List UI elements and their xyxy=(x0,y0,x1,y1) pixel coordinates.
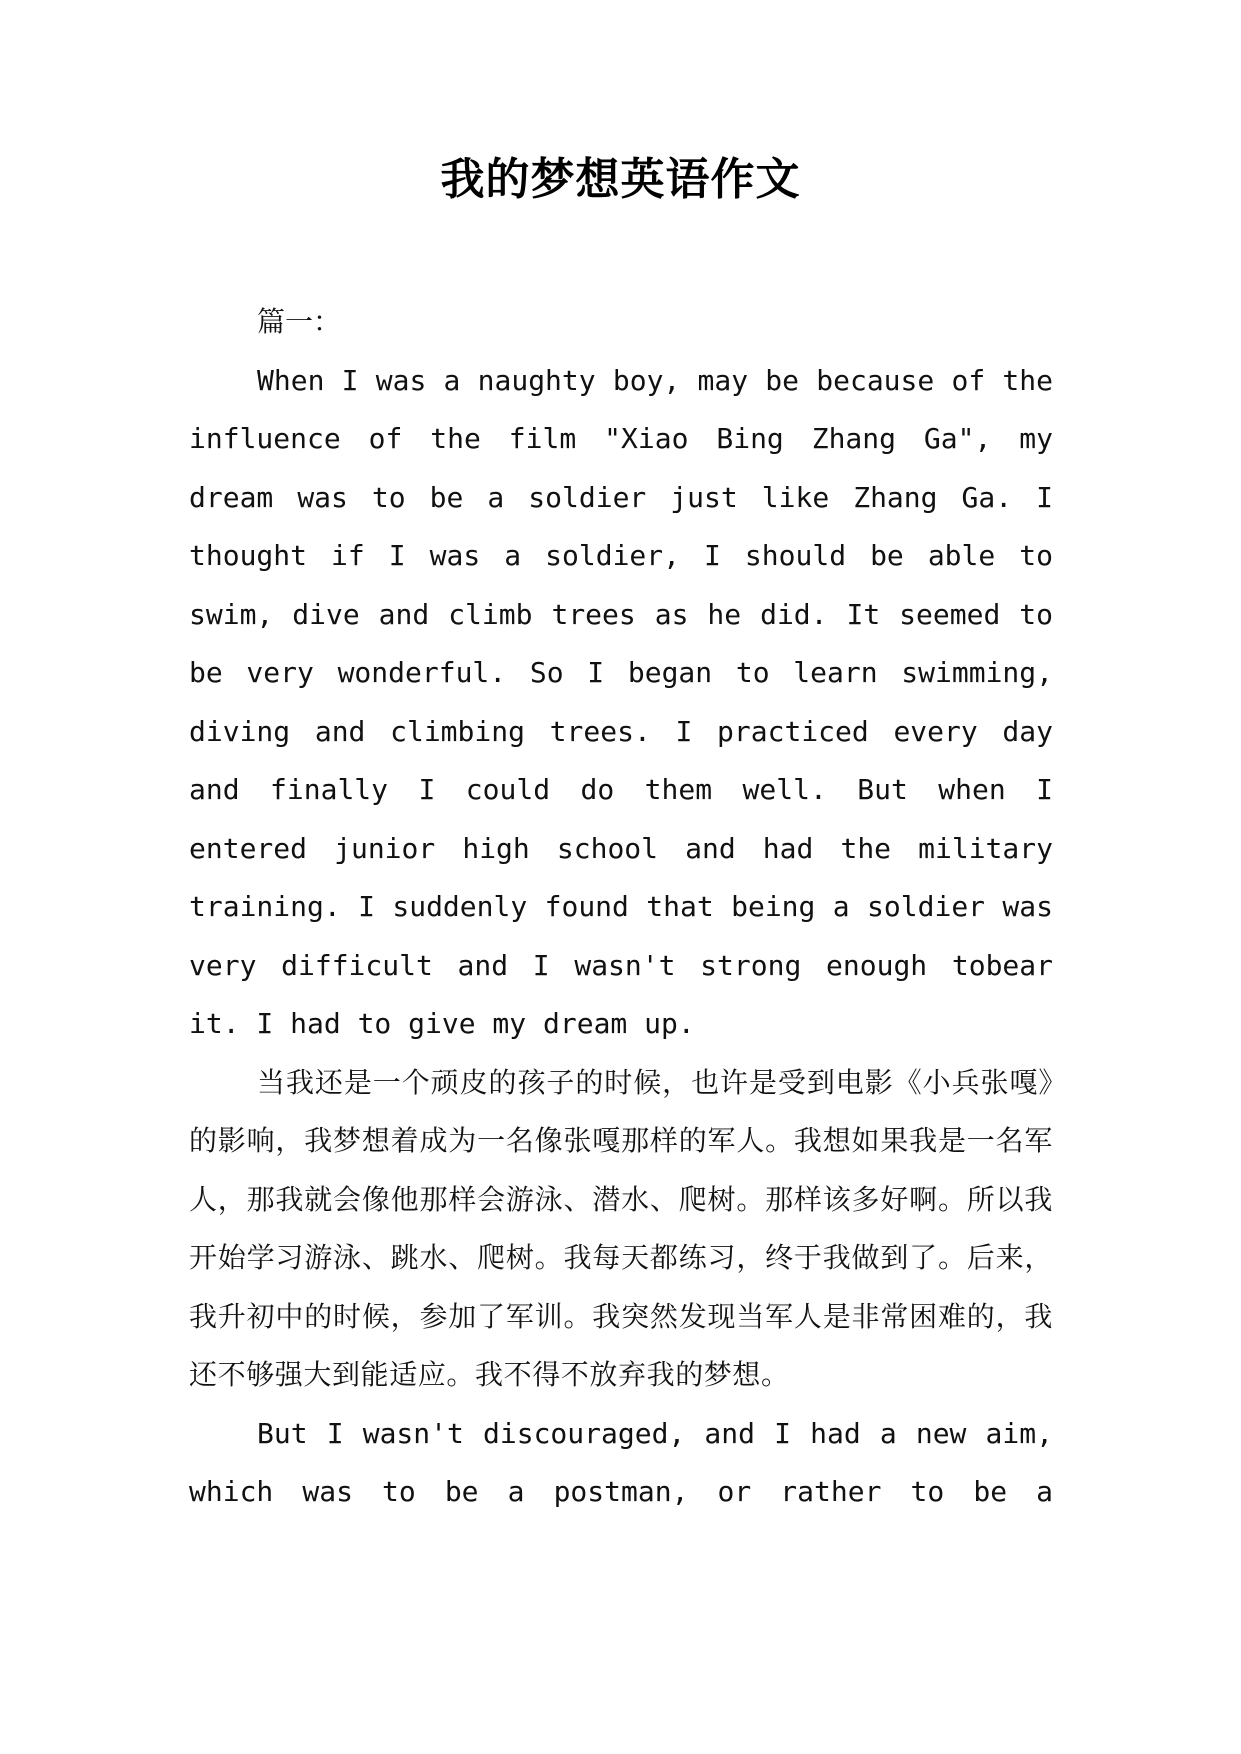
paragraph-chinese-1: 当我还是一个顽皮的孩子的时候，也许是受到电影《小兵张嘎》的影响，我梦想着成为一名像张嘎那样的军人。我想如果我是一名军人，那我就会像他那样会游泳、潜水、爬树。那样该多好啊。所以我开始学习游泳、跳水、爬树。我每天都练习，终于我做到了。后来，我升初中的时候，参加了军训。我突然发现当军人是非常困难的，我还不够强大到能适应。我不得不放弃我的梦想。 xyxy=(189,1065,1053,1391)
section-heading: 篇一： xyxy=(257,305,342,338)
paragraph-english-1: When I was a naughty boy, may be because of the influence of the film "Xiao Bing Zhang Ga", my dream was to be a soldier just like Zhang Ga. I thought if I was a soldier, I should be able to swim, dive and climb trees as he did. It seemed to be very wonderful. So I began to learn swimming, diving and climbing trees. I practiced every day and finally I could do them well. But when I entered junior high school and had the military training. I suddenly found that being a soldier was very difficult and I wasn't strong enough tobear it. I had to give my dream up. xyxy=(189,363,1053,1040)
document-body xyxy=(189,293,1053,1522)
paragraph-english-2: But I wasn't discouraged, and I had a new aim, which was to be a postman, or rather to be a xyxy=(189,1416,1053,1508)
document-title: 我的梦想英语作文 xyxy=(440,154,801,205)
